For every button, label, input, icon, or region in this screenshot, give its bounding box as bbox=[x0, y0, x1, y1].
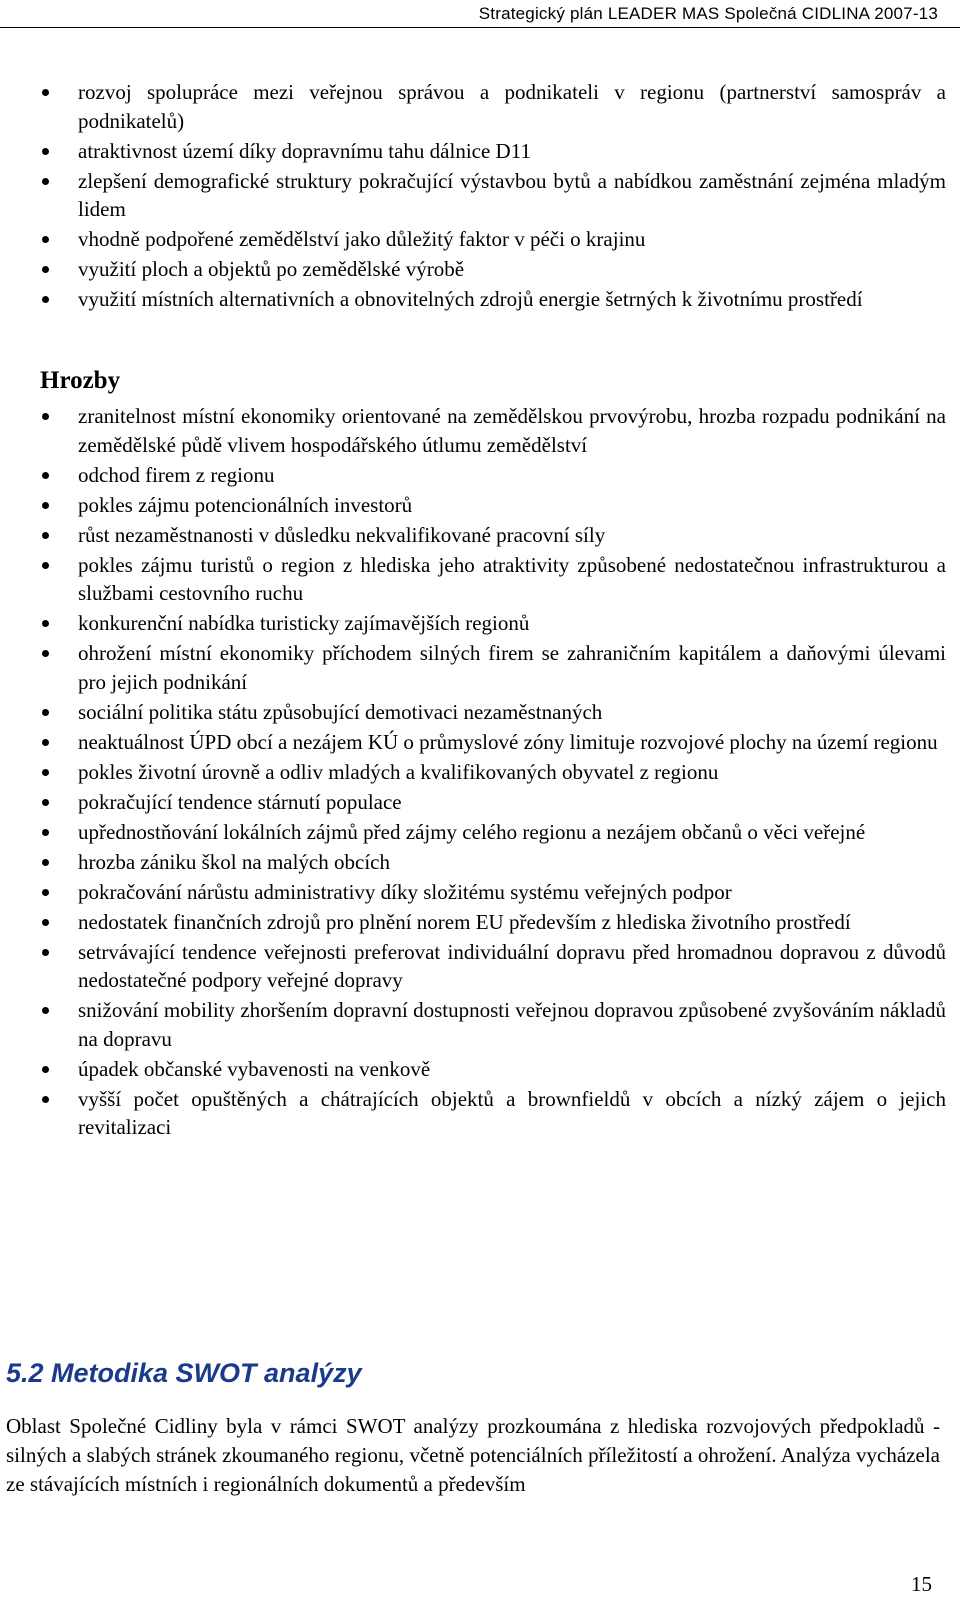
list-item-text: hrozba zániku škol na malých obcích bbox=[78, 849, 390, 874]
list-item bbox=[0, 78, 960, 135]
list-item-text: vhodně podpořené zemědělství jako důležitý faktor v péči o krajinu bbox=[78, 227, 646, 251]
list-item-text: konkurenční nabídka turisticky zajímavějších regionů bbox=[78, 611, 530, 635]
list-item-text: odchod firem z regionu bbox=[78, 462, 275, 487]
list-item-text: využití místních alternativních a obnovitelných zdrojů energie šetrných k životnímu prostředí bbox=[78, 287, 863, 311]
bullet-icon bbox=[42, 799, 49, 806]
list-item bbox=[0, 521, 960, 550]
list-item-text: pokračující tendence stárnutí populace bbox=[78, 789, 402, 814]
list-item bbox=[0, 137, 960, 166]
bullet-icon bbox=[42, 1066, 49, 1073]
list-item bbox=[0, 551, 960, 608]
bullet-icon bbox=[42, 532, 49, 539]
bullet-icon bbox=[42, 236, 49, 243]
list-item-text: pokračování nárůstu administrativy díky složitému systému veřejných podpor bbox=[78, 879, 732, 904]
header-rule bbox=[0, 27, 960, 28]
bullet-icon bbox=[42, 889, 49, 896]
threats-heading: Hrozby bbox=[40, 367, 121, 394]
list-item-text: zranitelnost místní ekonomiky orientované na zemědělskou prvovýrobu, hrozba rozpadu podnikání na zemědělské půdě vlivem hospodářského útlumu zemědělství bbox=[78, 404, 946, 457]
bullet-icon bbox=[42, 739, 49, 746]
bullet-icon bbox=[42, 1096, 49, 1103]
section-heading: 5.2 Metodika SWOT analýzy bbox=[6, 1358, 362, 1388]
opportunities-list bbox=[0, 78, 960, 315]
bullet-icon bbox=[42, 562, 49, 569]
bullet-icon bbox=[42, 709, 49, 716]
bullet-icon bbox=[42, 949, 49, 956]
list-item-text: rozvoj spolupráce mezi veřejnou správou a podnikateli v regionu (partnerství samospráv a podnikatelů) bbox=[78, 80, 946, 133]
list-item-text: ohrožení místní ekonomiky příchodem silných firem se zahraničním kapitálem a daňovými úlevami pro jejich podnikání bbox=[78, 641, 946, 694]
bullet-icon bbox=[42, 148, 49, 155]
list-item-text: pokles životní úrovně a odliv mladých a kvalifikovaných obyvatel z regionu bbox=[78, 759, 719, 784]
list-item bbox=[0, 788, 960, 817]
list-item bbox=[0, 728, 960, 757]
list-item-text: snižování mobility zhoršením dopravní dostupnosti veřejnou dopravou způsobené zvyšováním nákladů na dopravu bbox=[78, 998, 946, 1051]
list-item bbox=[0, 1085, 960, 1142]
bullet-icon bbox=[42, 178, 49, 185]
bullet-icon bbox=[42, 266, 49, 273]
bullet-icon bbox=[42, 502, 49, 509]
bullet-icon bbox=[42, 859, 49, 866]
list-item bbox=[0, 609, 960, 638]
list-item-text: sociální politika státu způsobující demotivaci nezaměstnaných bbox=[78, 699, 603, 724]
bullet-icon bbox=[42, 89, 49, 96]
list-item bbox=[0, 848, 960, 877]
bullet-icon bbox=[42, 1007, 49, 1014]
list-item-text: neaktuálnost ÚPD obcí a nezájem KÚ o průmyslové zóny limituje rozvojové plochy na území regionu bbox=[78, 729, 938, 754]
list-item bbox=[0, 758, 960, 787]
list-item bbox=[0, 996, 960, 1053]
bullet-icon bbox=[42, 650, 49, 657]
list-item bbox=[0, 461, 960, 490]
page-header: Strategický plán LEADER MAS Společná CIDLINA 2007-13 bbox=[478, 4, 938, 23]
list-item bbox=[0, 698, 960, 727]
bullet-icon bbox=[42, 472, 49, 479]
list-item-text: nedostatek finančních zdrojů pro plnění norem EU především z hlediska životního prostředí bbox=[78, 909, 851, 934]
list-item-text: pokles zájmu potencionálních investorů bbox=[78, 492, 413, 517]
threats-list bbox=[0, 402, 960, 1143]
list-item bbox=[0, 255, 960, 284]
list-item bbox=[0, 938, 960, 995]
list-item-text: zlepšení demografické struktury pokračující výstavbou bytů a nabídkou zaměstnání zejména mladým lidem bbox=[78, 168, 946, 221]
list-item-text: atraktivnost území díky dopravnímu tahu dálnice D11 bbox=[78, 138, 531, 163]
list-item bbox=[0, 167, 960, 224]
list-item bbox=[0, 402, 960, 459]
list-item bbox=[0, 818, 960, 847]
list-item bbox=[0, 285, 960, 314]
list-item-text: vyšší počet opuštěných a chátrajících objektů a brownfieldů v obcích a nízký zájem o jejich revitalizaci bbox=[78, 1086, 946, 1139]
list-item-text: růst nezaměstnanosti v důsledku nekvalifikované pracovní síly bbox=[78, 522, 606, 547]
list-item-text: upřednostňování lokálních zájmů před zájmy celého regionu a nezájem občanů o věci veřejné bbox=[78, 819, 866, 844]
list-item-text: úpadek občanské vybavenosti na venkově bbox=[78, 1056, 431, 1081]
page-number: 15 bbox=[911, 1572, 932, 1596]
list-item bbox=[0, 908, 960, 937]
bullet-icon bbox=[42, 829, 49, 836]
list-item bbox=[0, 491, 960, 520]
bullet-icon bbox=[42, 296, 49, 303]
list-item bbox=[0, 878, 960, 907]
list-item bbox=[0, 639, 960, 696]
bullet-icon bbox=[42, 620, 49, 627]
list-item-text: setrvávající tendence veřejnosti preferovat individuální dopravu před hromadnou dopravou z důvodů nedostatečné podpory veřejné dopravy bbox=[78, 939, 946, 992]
list-item bbox=[0, 225, 960, 254]
list-item-text: využití ploch a objektů po zemědělské výrobě bbox=[78, 257, 465, 281]
bullet-icon bbox=[42, 919, 49, 926]
list-item-text: pokles zájmu turistů o region z hlediska jeho atraktivity způsobené nedostatečnou infrastrukturou a službami cestovního ruchu bbox=[78, 552, 946, 605]
list-item bbox=[0, 1055, 960, 1084]
bullet-icon bbox=[42, 769, 49, 776]
section-paragraph: Oblast Společné Cidliny byla v rámci SWOT analýzy prozkoumána z hlediska rozvojových předpokladů - silných a slabých stránek zkoumaného regionu, včetně potenciálních příležitostí a ohrožení. Analýza vycházela ze stávajících místních i regionálních dokumentů a především bbox=[6, 1414, 940, 1496]
bullet-icon bbox=[42, 413, 49, 420]
